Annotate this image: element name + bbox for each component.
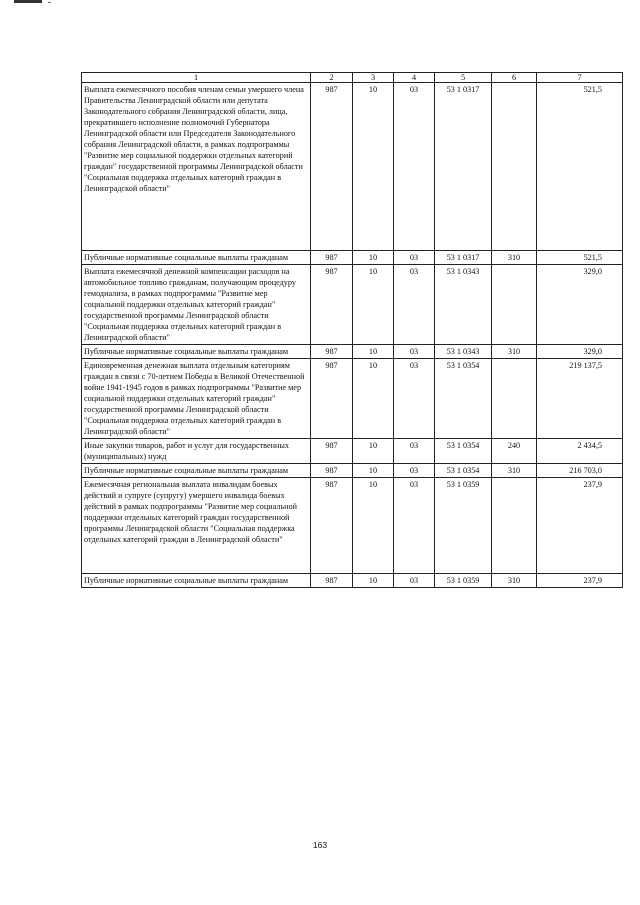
column-header: 4 <box>394 73 435 83</box>
row-grbs: 987 <box>311 83 353 251</box>
row-pr: 03 <box>394 478 435 574</box>
row-rz: 10 <box>353 359 394 439</box>
table-row <box>82 251 623 265</box>
table-row <box>82 345 623 359</box>
row-csr: 53 1 0359 <box>435 574 492 588</box>
row-grbs: 987 <box>311 478 353 574</box>
row-sum: 216 703,0 <box>537 464 623 478</box>
row-grbs: 987 <box>311 251 353 265</box>
row-csr: 53 1 0343 <box>435 265 492 345</box>
row-grbs: 987 <box>311 464 353 478</box>
row-rz: 10 <box>353 464 394 478</box>
row-vr: 310 <box>492 251 537 265</box>
row-csr: 53 1 0354 <box>435 439 492 464</box>
row-pr: 03 <box>394 345 435 359</box>
row-pr: 03 <box>394 574 435 588</box>
row-vr <box>492 359 537 439</box>
row-name: Публичные нормативные социальные выплаты гражданам <box>82 574 311 588</box>
row-vr: 310 <box>492 574 537 588</box>
row-name: Ежемесячная региональная выплата инвалидам боевых действий и супруге (супругу) умершего инвалида боевых действий в рамках подпрограммы "Развитие мер социальной поддержки отдельных категорий граждан государственной программы Ленинградской области "Социальная поддержка отдельных категорий граждан в Ленинградской области" <box>82 478 311 574</box>
row-name: Иные закупки товаров, работ и услуг для государственных (муниципальных) нужд <box>82 439 311 464</box>
budget-table <box>81 72 623 588</box>
row-pr: 03 <box>394 359 435 439</box>
row-grbs: 987 <box>311 439 353 464</box>
row-sum: 237,9 <box>537 574 623 588</box>
row-name: Публичные нормативные социальные выплаты гражданам <box>82 345 311 359</box>
row-csr: 53 1 0354 <box>435 464 492 478</box>
column-header: 2 <box>311 73 353 83</box>
row-sum: 521,5 <box>537 251 623 265</box>
row-grbs: 987 <box>311 574 353 588</box>
row-name: Выплата ежемесячного пособия членам семьи умершего члена Правительства Ленинградской области или депутата Законодательного собрания Ленинградской области, лица, прекратившего исполнение полномочий Губернатора Ленинградской области или Председателя Законодательного собрания Ленинградской области, в рамках подпрограммы "Развитие мер социальной поддержки отдельных категорий граждан" государственной программы Ленинградской области "Социальная поддержка отдельных категорий граждан в Ленинградской области" <box>82 83 311 251</box>
row-csr: 53 1 0354 <box>435 359 492 439</box>
row-grbs: 987 <box>311 359 353 439</box>
row-csr: 53 1 0343 <box>435 345 492 359</box>
row-vr: 310 <box>492 464 537 478</box>
column-header: 5 <box>435 73 492 83</box>
page-number: 163 <box>312 840 328 850</box>
row-sum: 2 434,5 <box>537 439 623 464</box>
row-rz: 10 <box>353 574 394 588</box>
table-row <box>82 478 623 574</box>
row-rz: 10 <box>353 83 394 251</box>
row-sum: 237,9 <box>537 478 623 574</box>
table-row <box>82 464 623 478</box>
row-rz: 10 <box>353 345 394 359</box>
column-header: 7 <box>537 73 623 83</box>
table-row <box>82 359 623 439</box>
row-pr: 03 <box>394 83 435 251</box>
row-sum: 521,5 <box>537 83 623 251</box>
table-row <box>82 439 623 464</box>
row-rz: 10 <box>353 439 394 464</box>
row-rz: 10 <box>353 478 394 574</box>
row-rz: 10 <box>353 265 394 345</box>
row-vr <box>492 265 537 345</box>
row-name: Публичные нормативные социальные выплаты гражданам <box>82 464 311 478</box>
row-vr: 240 <box>492 439 537 464</box>
table-row <box>82 574 623 588</box>
column-header: 3 <box>353 73 394 83</box>
table-header-row <box>82 73 623 83</box>
table-row <box>82 265 623 345</box>
column-header: 1 <box>82 73 311 83</box>
scan-corner-tick <box>48 2 51 3</box>
row-vr <box>492 478 537 574</box>
row-grbs: 987 <box>311 265 353 345</box>
row-name: Публичные нормативные социальные выплаты гражданам <box>82 251 311 265</box>
row-csr: 53 1 0317 <box>435 83 492 251</box>
row-vr: 310 <box>492 345 537 359</box>
row-vr <box>492 83 537 251</box>
row-csr: 53 1 0359 <box>435 478 492 574</box>
row-pr: 03 <box>394 464 435 478</box>
row-rz: 10 <box>353 251 394 265</box>
table-row <box>82 83 623 251</box>
row-csr: 53 1 0317 <box>435 251 492 265</box>
row-sum: 219 137,5 <box>537 359 623 439</box>
row-pr: 03 <box>394 251 435 265</box>
row-pr: 03 <box>394 439 435 464</box>
column-header: 6 <box>492 73 537 83</box>
row-grbs: 987 <box>311 345 353 359</box>
row-pr: 03 <box>394 265 435 345</box>
row-sum: 329,0 <box>537 345 623 359</box>
row-name: Единовременная денежная выплата отдельным категориям граждан в связи с 70-летием Победы в Великой Отечественной войне 1941-1945 годов в рамках подпрограммы "Развитие мер социальной поддержки отдельных категорий граждан" государственной программы Ленинградской области "Социальная поддержка отдельных категорий граждан в Ленинградской области" <box>82 359 311 439</box>
row-sum: 329,0 <box>537 265 623 345</box>
scan-corner-mark <box>14 0 42 3</box>
row-name: Выплата ежемесячной денежной компенсации расходов на автомобильное топливо гражданам, получающим процедуру гемодиализа, в рамках подпрограммы "Развитие мер социальной поддержки отдельных категорий граждан" государственной программы Ленинградской области "Социальная поддержка отдельных категорий граждан в Ленинградской области" <box>82 265 311 345</box>
